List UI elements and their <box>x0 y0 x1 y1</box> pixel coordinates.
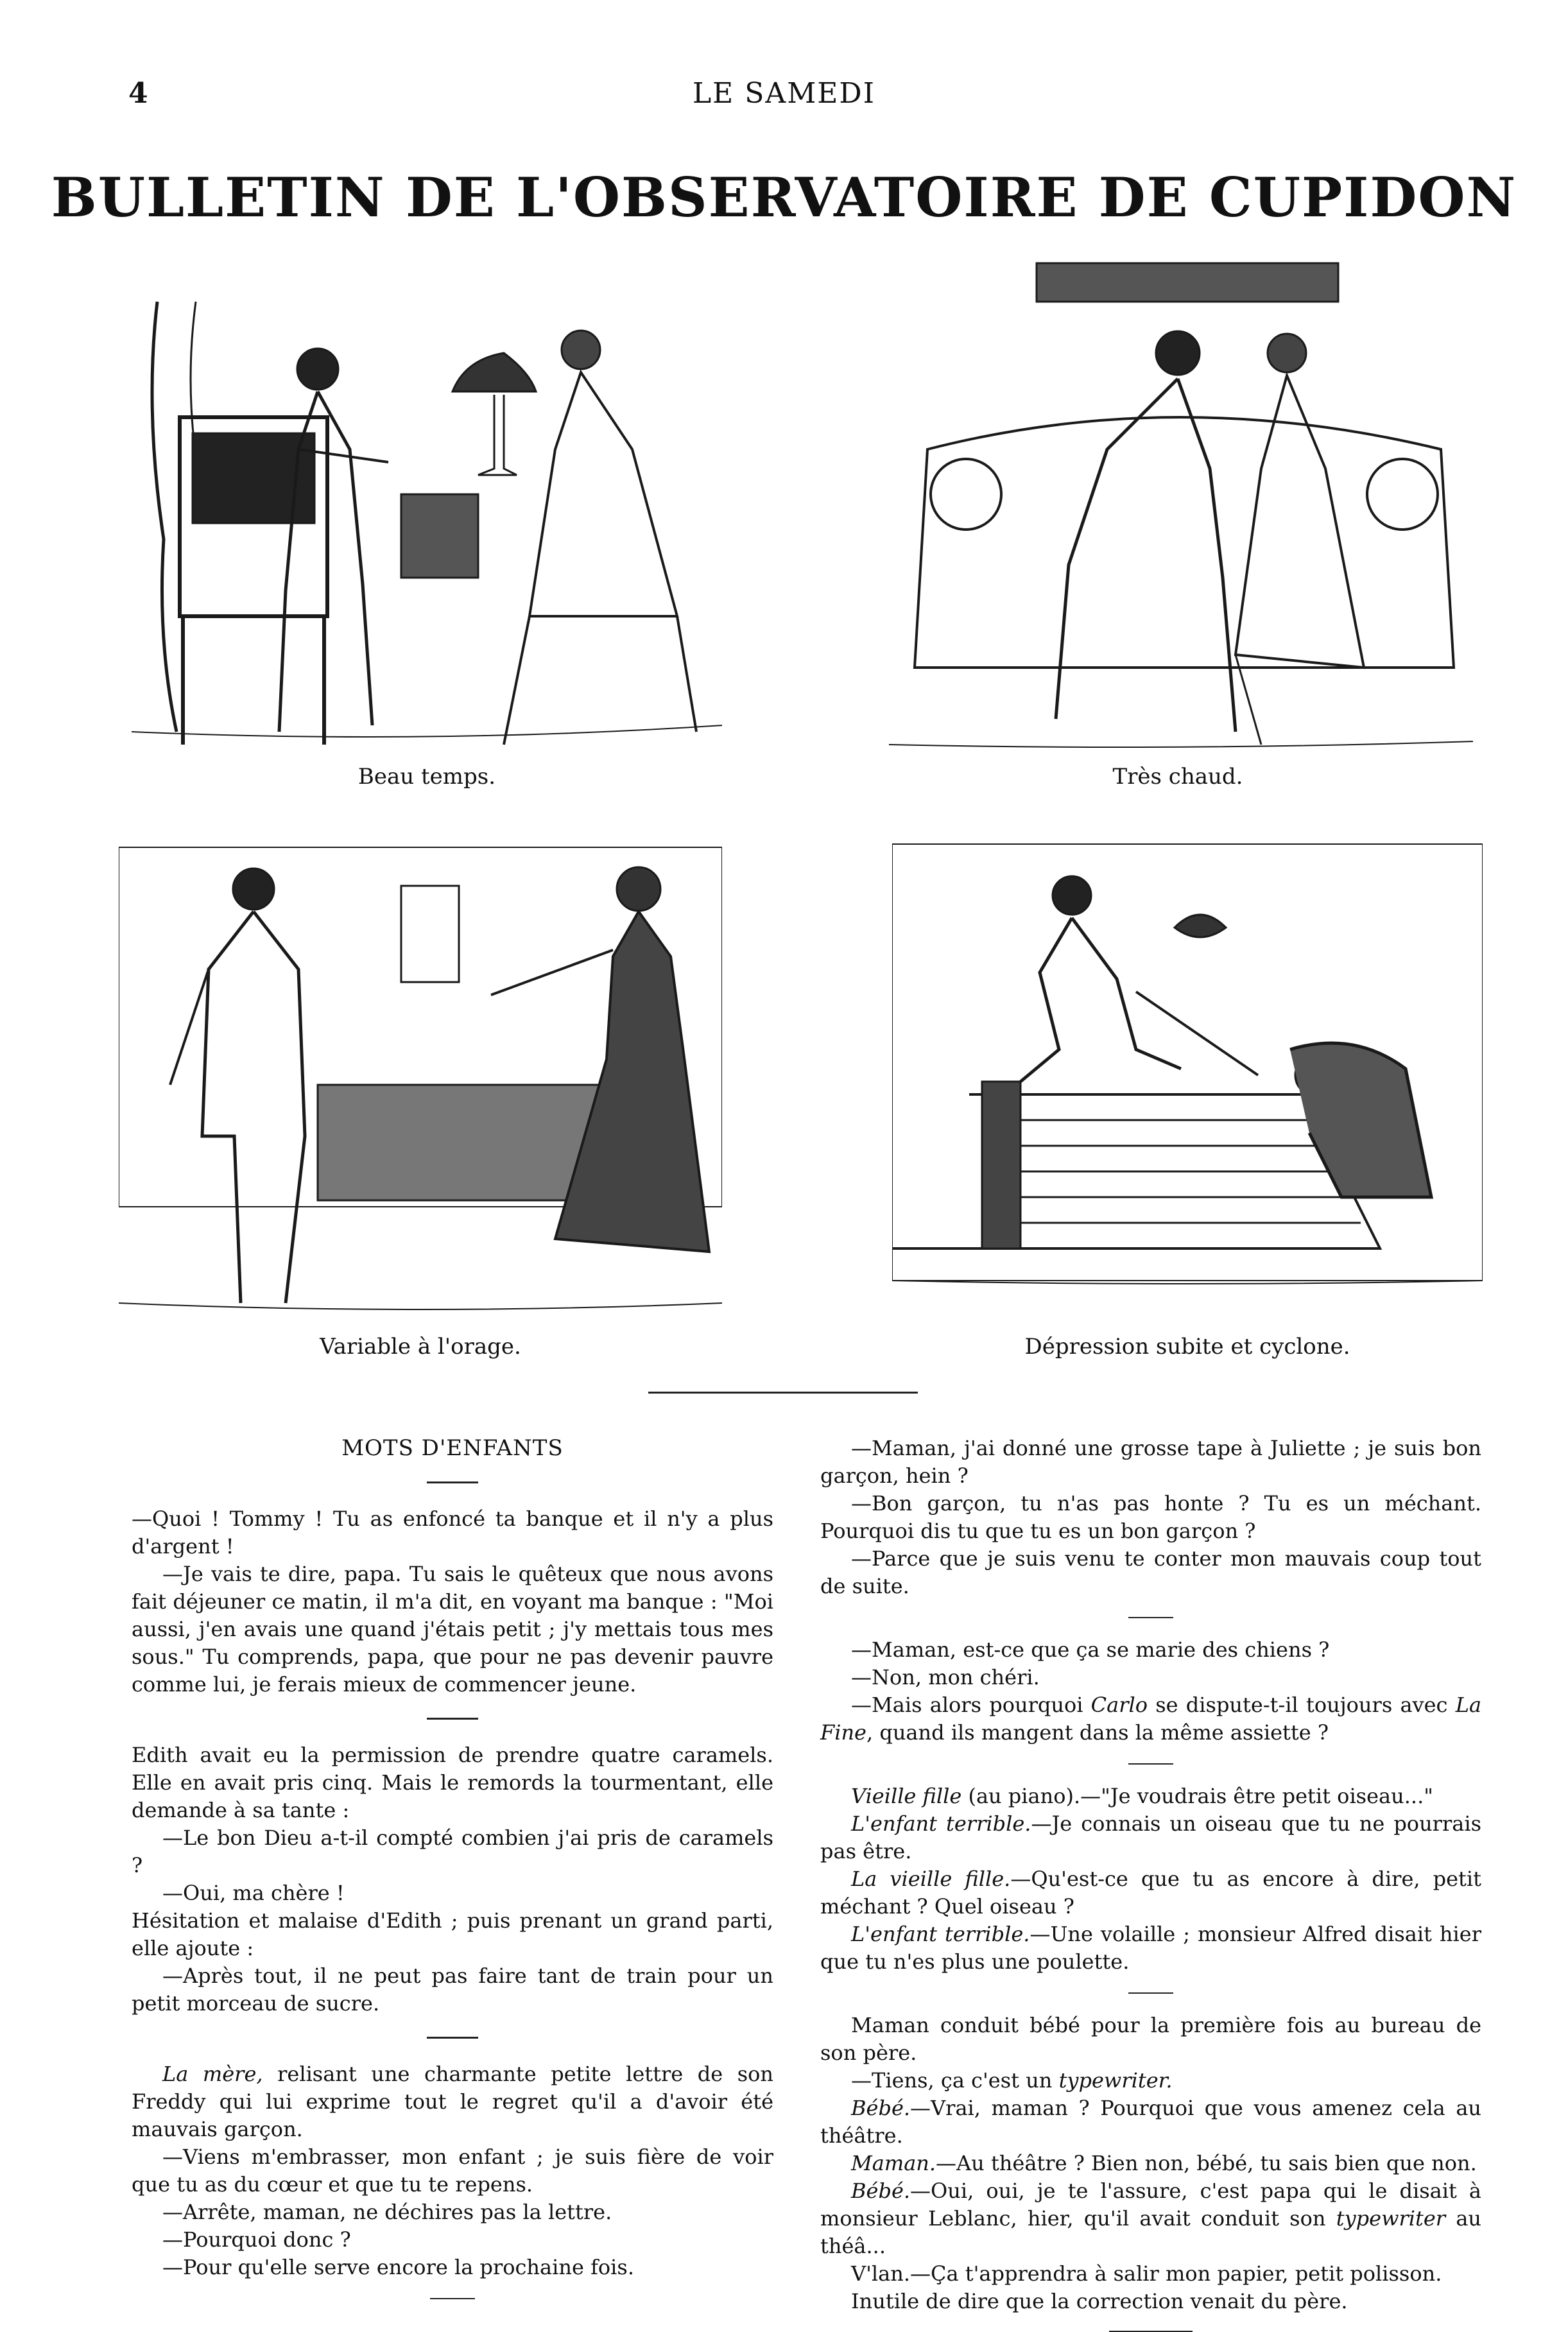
paragraph: —Après tout, il ne peut pas faire tant de train pour un petit morceau de sucre. <box>132 1964 773 2016</box>
mots-d-enfants-heading: MOTS D'ENFANTS <box>341 1435 564 1461</box>
paragraph: Edith avait eu la permission de prendre quatre caramels. Elle en avait pris cinq. Mais le remords la tourmentant, elle demande à sa tante : <box>132 1743 773 1822</box>
paragraph: —Pourquoi donc ? <box>162 2227 351 2252</box>
paragraph: V'lan.—Ça t'apprendra à salir mon papier, petit polisson. <box>851 2261 1442 2286</box>
illustration-tres-chaud <box>876 257 1479 757</box>
paragraph: —Oui, ma chère ! <box>162 1881 345 1905</box>
paragraph: —Arrête, maman, ne déchires pas la lettre. <box>162 2200 612 2224</box>
paragraph: Bébé.—Vrai, maman ? Pourquoi que vous amenez cela au théâtre. <box>820 2096 1481 2148</box>
paragraph: Bébé.—Oui, oui, je te l'assure, c'est papa qui le disait à monsieur Leblanc, hier, qu'il avait conduit son typewriter au théâ... <box>820 2179 1482 2258</box>
paragraph: —Tiens, ça c'est un typewriter. <box>851 2068 1173 2093</box>
paragraph: Inutile de dire que la correction venait du père. <box>851 2289 1348 2313</box>
paragraph: Vieille fille (au piano).—"Je voudrais être petit oiseau..." <box>851 1784 1433 1808</box>
paragraph: —Non, mon chéri. <box>851 1665 1040 1689</box>
paragraph: —Parce que je suis venu te conter mon mauvais coup tout de suite. <box>820 1546 1481 1598</box>
caption-beau-temps: Beau temps. <box>358 764 496 790</box>
separator <box>1128 1992 1173 1994</box>
paragraph: —Pour qu'elle serve encore la prochaine fois. <box>162 2255 634 2279</box>
paragraph: La vieille fille.—Qu'est-ce que tu as encore à dire, petit méchant ? Quel oiseau ? <box>820 1867 1482 1919</box>
separator <box>427 1718 478 1720</box>
paragraph: Hésitation et malaise d'Edith ; puis prenant un grand parti, elle ajoute : <box>132 1908 773 1960</box>
illustration-depression-cyclone <box>892 838 1483 1326</box>
separator <box>430 2298 475 2299</box>
separator <box>1128 1763 1173 1765</box>
italic-role: La mère, <box>162 2062 263 2086</box>
page-title: BULLETIN DE L'OBSERVATOIRE DE CUPIDON <box>51 166 1517 229</box>
page-number: 4 <box>128 77 148 110</box>
paragraph: —Le bon Dieu a-t-il compté combien j'ai pris de caramels ? <box>132 1826 773 1878</box>
illustration-beau-temps <box>119 282 735 757</box>
caption-depression-cyclone: Dépression subite et cyclone. <box>1024 1334 1350 1360</box>
paragraph: Maman conduit bébé pour la première fois au bureau de son père. <box>820 2013 1481 2065</box>
journal-name: LE SAMEDI <box>692 77 876 110</box>
page-header <box>0 77 1568 128</box>
caption-variable-orage: Variable à l'orage. <box>320 1334 521 1360</box>
illustration-variable-orage <box>119 841 722 1329</box>
paragraph: —Mais alors pourquoi Carlo se dispute-t-il toujours avec La Fine, quand ils mangent dans la même assiette ? <box>820 1693 1482 1745</box>
separator <box>427 2037 478 2039</box>
paragraph: —Maman, est-ce que ça se marie des chiens ? <box>851 1637 1330 1662</box>
paragraph: —Bon garçon, tu n'as pas honte ? Tu es un méchant. Pourquoi dis tu que tu es un bon garçon ? <box>820 1491 1481 1543</box>
caption-tres-chaud: Très chaud. <box>1112 764 1243 790</box>
separator <box>1128 1617 1173 1618</box>
paragraph: —Je vais te dire, papa. Tu sais le quêteux que nous avons fait déjeuner ce matin, il m'a dit, en voyant ma banque : "Moi aussi, j'en avais une quand j'étais petit ; j'y mettais tous mes sous." Tu comprends, papa, que pour ne pas devenir pauvre comme lui, je ferais mieux de commencer jeune. <box>132 1562 773 1697</box>
right-column <box>820 1435 1481 2332</box>
paragraph: La mère, relisant une charmante petite lettre de son Freddy qui lui exprime tout le regret qu'il a d'avoir été mauvais garçon. <box>132 2062 774 2141</box>
separator <box>427 1481 478 1483</box>
paragraph: L'enfant terrible.—Une volaille ; monsieur Alfred disait hier que tu n'es plus une poulette. <box>820 1922 1482 1974</box>
section-divider <box>648 1392 918 1394</box>
paragraph: L'enfant terrible.—Je connais un oiseau que tu ne pourrais pas être. <box>820 1811 1482 1863</box>
paragraph: —Quoi ! Tommy ! Tu as enfoncé ta banque et il n'y a plus d'argent ! <box>132 1507 773 1559</box>
paragraph: Maman.—Au théâtre ? Bien non, bébé, tu sais bien que non. <box>851 2151 1477 2175</box>
left-column <box>132 1435 773 2317</box>
paragraph: —Viens m'embrasser, mon enfant ; je suis fière de voir que tu as du cœur et que tu te repens. <box>132 2145 773 2197</box>
paragraph: —Maman, j'ai donné une grosse tape à Juliette ; je suis bon garçon, hein ? <box>820 1436 1481 1488</box>
